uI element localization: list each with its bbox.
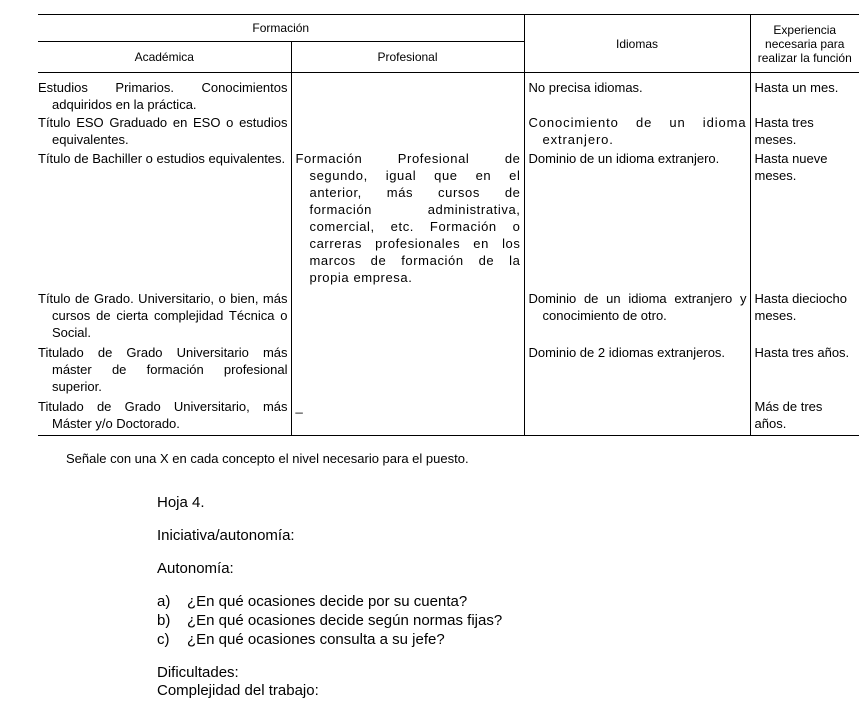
cell-idiomas: Conocimiento de un idioma extranjero. <box>528 115 747 147</box>
table-row <box>38 343 859 397</box>
cell-idiomas: Dominio de 2 idiomas extranjeros. <box>528 345 726 360</box>
autonomy-heading: Autonomía: <box>157 560 234 577</box>
header-idiomas: Idiomas <box>524 15 750 73</box>
list-item <box>157 631 445 649</box>
header-formacion: Formación <box>38 15 524 42</box>
cell-academica: Estudios Primarios. Conocimientos adquiridos en la práctica. <box>38 80 288 112</box>
cell-experiencia: Hasta nueve meses. <box>754 151 828 183</box>
requirements-table <box>38 14 859 436</box>
list-marker: a) <box>157 593 171 610</box>
table-row <box>38 149 859 289</box>
list-marker: c) <box>157 631 170 648</box>
cell-academica: Título de Grado. Universitario, o bien, más cursos de cierta complejidad Técnica o Social. <box>38 291 288 340</box>
requirements-table-container <box>38 14 859 436</box>
cell-idiomas: Dominio de un idioma extranjero. <box>528 151 720 166</box>
cell-idiomas: No precisa idiomas. <box>528 80 643 95</box>
cell-academica: Titulado de Grado Universitario, más Máster y/o Doctorado. <box>38 399 288 431</box>
complexity-heading: Complejidad del trabajo: <box>157 682 319 699</box>
table-row <box>38 73 859 114</box>
difficulties-heading: Dificultades: <box>157 664 239 681</box>
cell-academica: Titulado de Grado Universitario más máster de formación profesional superior. <box>38 345 288 394</box>
cell-idiomas: Dominio de un idioma extranjero y conocimiento de otro. <box>528 291 747 323</box>
cell-experiencia: Hasta dieciocho meses. <box>754 291 847 323</box>
sheet-title: Hoja 4. <box>157 494 205 511</box>
header-experiencia: Experiencia necesaria para realizar la función <box>750 15 859 73</box>
list-item <box>157 612 502 630</box>
table-row <box>38 397 859 435</box>
question-text: ¿En qué ocasiones decide según normas fijas? <box>187 612 503 629</box>
cell-experiencia: Hasta tres meses. <box>754 115 814 147</box>
question-text: ¿En qué ocasiones decide por su cuenta? <box>187 593 468 610</box>
cell-academica: Título de Bachiller o estudios equivalentes. <box>38 151 286 166</box>
cell-profesional: Formación Profesional de segundo, igual que en el anterior, más cursos de formación administrativa, comercial, etc. Formación o carreras profesionales en los marcos de formación de la propia empresa. <box>295 151 521 285</box>
header-profesional: Profesional <box>291 42 524 73</box>
cell-experiencia: Hasta tres años. <box>754 345 850 360</box>
table-row <box>38 113 859 149</box>
instruction-note: Señale con una X en cada concepto el nivel necesario para el puesto. <box>66 451 469 466</box>
cell-profesional: _ <box>295 399 304 414</box>
list-item <box>157 593 467 611</box>
cell-academica: Título ESO Graduado en ESO o estudios equivalentes. <box>38 115 288 147</box>
list-marker: b) <box>157 612 171 629</box>
cell-experiencia: Más de tres años. <box>754 399 823 431</box>
cell-experiencia: Hasta un mes. <box>754 80 839 95</box>
header-academica: Académica <box>38 42 291 73</box>
question-text: ¿En qué ocasiones consulta a su jefe? <box>187 631 445 648</box>
initiative-heading: Iniciativa/autonomía: <box>157 527 295 544</box>
table-row <box>38 289 859 343</box>
